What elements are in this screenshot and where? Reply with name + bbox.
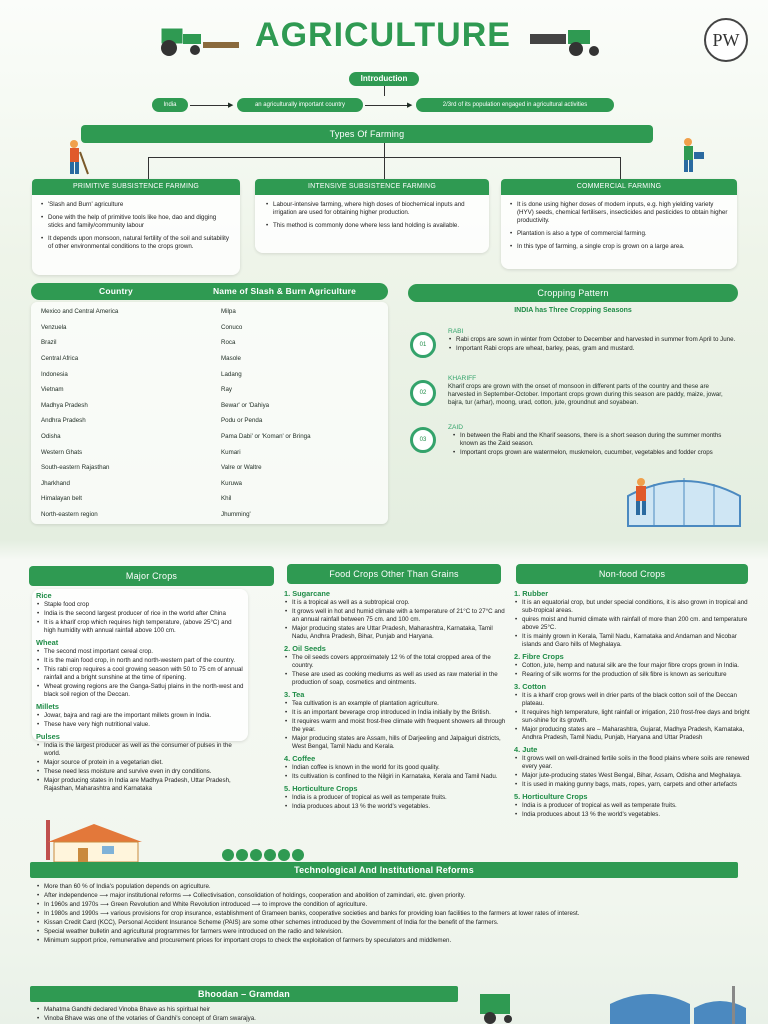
- crop-group-title: Pulses: [36, 732, 60, 741]
- list-item: • It grows well in hot and humid climate with a temperature of 21°C to 27°C and an annual rainfall between 75 cm. and 100 cm.: [284, 608, 506, 624]
- season-name: KHARIFF: [448, 375, 477, 382]
- crop-group-title: 4. Coffee: [284, 754, 316, 763]
- food-crops-header: Food Crops Other Than Grains: [287, 564, 501, 584]
- list-item: • Wheat growing regions are the Ganga-Satluj plains in the north-west and black soil region of the Deccan.: [36, 683, 244, 699]
- list-item: • Major producing states are Uttar Pradesh, Maharashtra, Karnataka, Tamil Nadu, Andhra Pradesh, Bihar, Punjab and Haryana.: [284, 625, 506, 641]
- list-item: • Major jute-producing states West Bengal, Bihar, Assam, Odisha and Meghalaya.: [514, 772, 752, 780]
- tractor-icon: [155, 22, 241, 58]
- list-item: • Major source of protein in a vegetarian diet.: [36, 759, 244, 767]
- table-row: [41, 491, 378, 507]
- list-item: • In 1980s and 1990s ⟶ various provisions for crop insurance, establishment of Grameen banks, cooperative societies and banks for providing loan facilities to the farmers at lower rates of interest.: [36, 910, 736, 918]
- table-row: [41, 304, 378, 320]
- crop-group-list: [514, 802, 752, 819]
- season-zaid: [448, 421, 738, 458]
- table-row: [41, 320, 378, 336]
- list-item: • India produces about 13 % the world's vegetables.: [284, 803, 506, 811]
- table-row: [41, 476, 378, 492]
- table-cell: Milpa: [221, 308, 236, 316]
- crop-group-list: [284, 599, 506, 641]
- crop-group-list: [284, 794, 506, 811]
- list-item: • It is mainly grown in Kerala, Tamil Nadu, Karnataka and Andaman and Nicobar islands and Garo hills of Meghalaya.: [514, 633, 752, 649]
- farmhouse-icon: [38, 816, 148, 864]
- harvester-icon: [528, 24, 604, 58]
- stage-03-icon: 03: [410, 427, 436, 453]
- list-item: • Done with the help of primitive tools like hoe, dao and digging sticks and family/community labour: [40, 214, 232, 230]
- crop-group-list: [284, 764, 506, 781]
- season-name: RABI: [448, 328, 464, 335]
- intro-flow-important: an agriculturally important country: [237, 98, 363, 112]
- table-cell: Madhya Pradesh: [41, 401, 88, 409]
- list-item: • 'Slash and Burn' agriculture: [40, 201, 232, 209]
- list-item: • It is a kharif crop grows well in drier parts of the black cotton soil of the Deccan plateau.: [514, 692, 752, 708]
- list-item: • It is the main food crop, in north and north-western part of the country.: [36, 657, 244, 665]
- cropping-pattern-header: Cropping Pattern: [408, 284, 738, 302]
- crop-group-list: [36, 742, 244, 793]
- table-row: [41, 335, 378, 351]
- list-item: • India is a producer of tropical as well as temperate fruits.: [284, 794, 506, 802]
- list-item: • Tea cultivation is an example of plantation agriculture.: [284, 700, 506, 708]
- intro-flow-india: India: [152, 98, 188, 112]
- list-item: • It grows well on well-drained fertile soils in the flood plains where soils are renewed every year.: [514, 755, 752, 771]
- slash-burn-table-body: [31, 302, 388, 524]
- crop-group-title: 2. Fibre Crops: [514, 652, 564, 661]
- table-cell: Jharkhand: [41, 479, 70, 487]
- types-of-farming-header: Types Of Farming: [81, 125, 653, 143]
- crop-group-list: [514, 599, 752, 649]
- column-header-name: Name of Slash & Burn Agriculture: [212, 286, 357, 296]
- list-item: • Rabi crops are sown in winter from October to December and harvested in summer from April to June.: [448, 336, 736, 344]
- list-item: • It is used in making gunny bags, mats, ropes, yarn, carpets and other artefacts: [514, 781, 752, 789]
- list-item: • Kissan Credit Card (KCC), Personal Accident Insurance Scheme (PAIS) are some other schemes introduced by the Government of India for the benefit of the farmers.: [36, 919, 736, 927]
- food-crops-body: [284, 586, 506, 812]
- season-kharif: [448, 372, 730, 407]
- list-item: • It is an equatorial crop, but under special conditions, it is also grown in tropical and sub-tropical areas.: [514, 599, 752, 615]
- crop-group-title: 5. Horticulture Crops: [284, 784, 358, 793]
- crop-group-title: Rice: [36, 591, 52, 600]
- season-text: Kharif crops are grown with the onset of monsoon in different parts of the country and these are harvested in September-October. Important crops grown during this season are paddy, maize, jowar, bajra, tur (arhar), moong, urad, cotton, jute, groundnut and soyabean.: [448, 383, 723, 406]
- nonfood-crops-header: Non-food Crops: [516, 564, 748, 584]
- crop-group-list: [514, 755, 752, 789]
- crop-group-list: [284, 700, 506, 751]
- list-item: • These have very high nutritional value.: [36, 721, 244, 729]
- list-item: • The oil seeds covers approximately 12 % of the total cropped area of the country.: [284, 654, 506, 670]
- table-cell: Brazil: [41, 339, 57, 347]
- primitive-farming-card: [32, 179, 240, 275]
- page-header: [0, 0, 768, 66]
- arrow-right-icon: ▶: [407, 102, 413, 109]
- list-item: • India produces about 13 % the world's vegetables.: [514, 811, 752, 819]
- bhoodan-list: [36, 1006, 476, 1024]
- season-list: [448, 432, 738, 457]
- intro-label: Introduction: [349, 72, 419, 86]
- slash-burn-table: [31, 283, 388, 521]
- page-title: AGRICULTURE: [255, 16, 511, 54]
- list-item: • Important Rabi crops are wheat, barley, peas, gram and mustard.: [448, 345, 736, 353]
- intensive-farming-card: [255, 179, 489, 253]
- crop-group-list: [514, 692, 752, 742]
- commercial-farming-list: [501, 195, 737, 258]
- list-item: • Major producing states are – Maharashtra, Gujarat, Madhya Pradesh, Karnataka, Andhra Pradesh, Tamil Nadu, Punjab, Haryana and Uttar Pradesh: [514, 726, 752, 742]
- list-item: • It is a kharif crop which requires high temperature, (above 25°C) and high humidity with annual rainfall above 100 cm.: [36, 619, 244, 635]
- major-crops-card: [32, 589, 248, 792]
- crop-group-list: [36, 601, 244, 635]
- table-cell: Kuruwa: [221, 479, 242, 487]
- arrow-right-icon: ▶: [228, 102, 234, 109]
- list-item: • In between the Rabi and the Kharif seasons, there is a short season during the summer months known as the Zaid season.: [452, 432, 738, 448]
- crop-group-title: 1. Sugarcane: [284, 589, 331, 598]
- list-item: • More than 60 % of India's population depends on agriculture.: [36, 883, 736, 891]
- crop-group-list: [36, 648, 244, 699]
- farmer-icon: [630, 476, 652, 518]
- crop-group-list: [514, 662, 752, 679]
- table-cell: Western Ghats: [41, 448, 83, 456]
- table-cell: Khil: [221, 495, 232, 503]
- list-item: • Jowar, bajra and ragi are the important millets grown in India.: [36, 712, 244, 720]
- list-item: • Cotton, jute, hemp and natural silk are the four major fibre crops grown in India.: [514, 662, 752, 670]
- list-item: • Indian coffee is known in the world for its good quality.: [284, 764, 506, 772]
- table-cell: Roca: [221, 339, 236, 347]
- season-rabi: [448, 325, 736, 354]
- list-item: • India is the second largest producer of rice in the world after China: [36, 610, 244, 618]
- major-crops-header: Major Crops: [29, 566, 274, 586]
- nonfood-crops-body: [514, 586, 752, 820]
- crop-group-title: Wheat: [36, 638, 59, 647]
- list-item: • This method is commonly done where less land holding is available.: [265, 222, 479, 230]
- list-item: • India is the largest producer as well as the consumer of pulses in the world.: [36, 742, 244, 758]
- list-item: • The second most important cereal crop.: [36, 648, 244, 656]
- brand-logo: [704, 18, 748, 62]
- table-cell: Conuco: [221, 323, 243, 331]
- list-item: • Vinoba Bhave was one of the votaries of Gandhi's concept of Gram swarajya.: [36, 1015, 476, 1023]
- table-cell: Podu or Penda: [221, 417, 263, 425]
- table-cell: Masole: [221, 355, 241, 363]
- crop-group-title: 3. Tea: [284, 690, 305, 699]
- list-item: • In this type of farming, a single crop is grown on a large area.: [509, 243, 729, 251]
- table-cell: Indonesia: [41, 370, 68, 378]
- table-row: [41, 444, 378, 460]
- stage-02-icon: 02: [410, 380, 436, 406]
- crop-group-title: 5. Horticulture Crops: [514, 792, 588, 801]
- list-item: • India is a producer of tropical as well as temperate fruits.: [514, 802, 752, 810]
- table-cell: Ray: [221, 386, 233, 394]
- list-item: • Labour-intensive farming, where high doses of biochemical inputs and irrigation are used for obtaining higher production.: [265, 201, 479, 217]
- list-item: • Minimum support price, remunerative and procurement prices for important crops to check the exploitation of farmers by speculators and middlemen.: [36, 937, 736, 945]
- list-item: • These need less moisture and survive even in dry conditions.: [36, 768, 244, 776]
- list-item: • It is an important beverage crop introduced in India initially by the British.: [284, 709, 506, 717]
- table-row: [41, 507, 378, 523]
- farmer-watering-icon: [676, 136, 710, 178]
- table-cell: Himalayan belt: [41, 495, 82, 503]
- table-cell: Venzuela: [41, 323, 67, 331]
- brand-logo-text: PW: [712, 30, 740, 50]
- intensive-farming-title: INTENSIVE SUBSISTENCE FARMING: [255, 179, 489, 195]
- farmer-hoe-icon: [60, 138, 90, 178]
- table-cell: Kumari: [221, 448, 241, 456]
- list-item: • It is done using higher doses of modern inputs, e.g. high yielding variety (HYV) seeds, chemical fertilisers, insecticides and pesticides to obtain higher productivity.: [509, 201, 729, 225]
- list-item: • Rearing of silk worms for the production of silk fibre is known as sericulture: [514, 671, 752, 679]
- list-item: • Staple food crop: [36, 601, 244, 609]
- cropping-pattern-subtitle: INDIA has Three Cropping Seasons: [514, 307, 632, 314]
- list-item: • In 1960s and 1970s ⟶ Green Revolution and White Revolution introduced ⟶ to improve the condition of agriculture.: [36, 901, 736, 909]
- table-row: [41, 429, 378, 445]
- list-item: • quires moist and humid climate with rainfall of more than 200 cm. and temperature above 25°C.: [514, 616, 752, 632]
- list-item: • It is a tropical as well as a subtropical crop.: [284, 599, 506, 607]
- season-list: [448, 336, 736, 353]
- commercial-farming-card: [501, 179, 737, 269]
- table-cell: Mexico and Central America: [41, 308, 119, 316]
- table-row: [41, 382, 378, 398]
- table-cell: Vietnam: [41, 386, 64, 394]
- table-row: [41, 366, 378, 382]
- list-item: • It requires warm and moist frost-free climate with frequent showers all through the year.: [284, 718, 506, 734]
- farm-scene-icon: [470, 984, 760, 1024]
- intro-flow-population: 2/3rd of its population engaged in agricultural activities: [416, 98, 614, 112]
- table-cell: Valre or Waltre: [221, 464, 262, 472]
- table-cell: Ladang: [221, 370, 242, 378]
- crop-group-list: [36, 712, 244, 729]
- bhoodan-header: Bhoodan – Gramdan: [30, 986, 458, 1002]
- list-item: • After independence ⟶ major institutional reforms ⟶ Collectivisation, consolidation of holdings, cooperation and abolition of zamindari, etc. given priority.: [36, 892, 736, 900]
- season-name: ZAID: [448, 424, 464, 431]
- primitive-farming-title: PRIMITIVE SUBSISTENCE FARMING: [32, 179, 240, 195]
- commercial-farming-title: COMMERCIAL FARMING: [501, 179, 737, 195]
- crop-group-title: 4. Jute: [514, 745, 538, 754]
- slash-burn-table-header: [31, 283, 388, 300]
- list-item: • It requires high temperature, light rainfall or irrigation, 210 frost-free days and bright sun-shine for its growth.: [514, 709, 752, 725]
- list-item: • It depends upon monsoon, natural fertility of the soil and suitability of other environmental conditions to the crops grown.: [40, 235, 232, 251]
- crop-group-title: 2. Oil Seeds: [284, 644, 326, 653]
- list-item: • Plantation is also a type of commercial farming.: [509, 230, 729, 238]
- list-item: • Its cultivation is confined to the Nilgiri in Karnataka, Kerala and Tamil Nadu.: [284, 773, 506, 781]
- list-item: • These are used as cooking mediums as well as used as raw material in the production of soap, cosmetics and ointments.: [284, 671, 506, 687]
- table-cell: Andhra Pradesh: [41, 417, 86, 425]
- table-cell: South-eastern Rajasthan: [41, 464, 110, 472]
- table-cell: Jhumming': [221, 511, 251, 519]
- table-cell: Bewar' or 'Dahiya: [221, 401, 270, 409]
- primitive-farming-list: [32, 195, 240, 258]
- table-row: [41, 460, 378, 476]
- list-item: • Major producing states in India are Madhya Pradesh, Uttar Pradesh, Rajasthan, Maharashtra and Karnataka: [36, 777, 244, 793]
- list-item: • Major producing states are Assam, hills of Darjeeling and Jalpaiguri districts, West Bengal, Tamil Nadu and Kerala.: [284, 735, 506, 751]
- list-item: • Mahatma Gandhi declared Vinoba Bhave as his spiritual heir: [36, 1006, 476, 1014]
- list-item: • This rabi crop requires a cool growing season with 50 to 75 cm of annual rainfall and a bright sunshine at the time of ripening.: [36, 666, 244, 682]
- table-cell: Central Africa: [41, 355, 79, 363]
- stage-01-icon: 01: [410, 332, 436, 358]
- crop-group-title: Millets: [36, 702, 59, 711]
- table-cell: North-eastern region: [41, 511, 98, 519]
- table-row: [41, 398, 378, 414]
- reforms-header: Technological And Institutional Reforms: [30, 862, 738, 878]
- list-item: • Special weather bulletin and agricultural programmes for farmers were introduced on the radio and television.: [36, 928, 736, 936]
- column-header-country: Country: [99, 286, 133, 296]
- table-row: [41, 413, 378, 429]
- list-item: • Important crops grown are watermelon, muskmelon, cucumber, vegetables and fodder crops: [452, 449, 738, 457]
- reforms-list: [36, 883, 736, 946]
- crop-group-title: 3. Cotton: [514, 682, 547, 691]
- crop-group-title: 1. Rubber: [514, 589, 549, 598]
- table-cell: Odisha: [41, 433, 61, 441]
- intensive-farming-list: [255, 195, 489, 237]
- table-cell: Pama Dabi' or 'Koman' or Bringa: [221, 433, 311, 441]
- crop-group-list: [284, 654, 506, 687]
- table-row: [41, 351, 378, 367]
